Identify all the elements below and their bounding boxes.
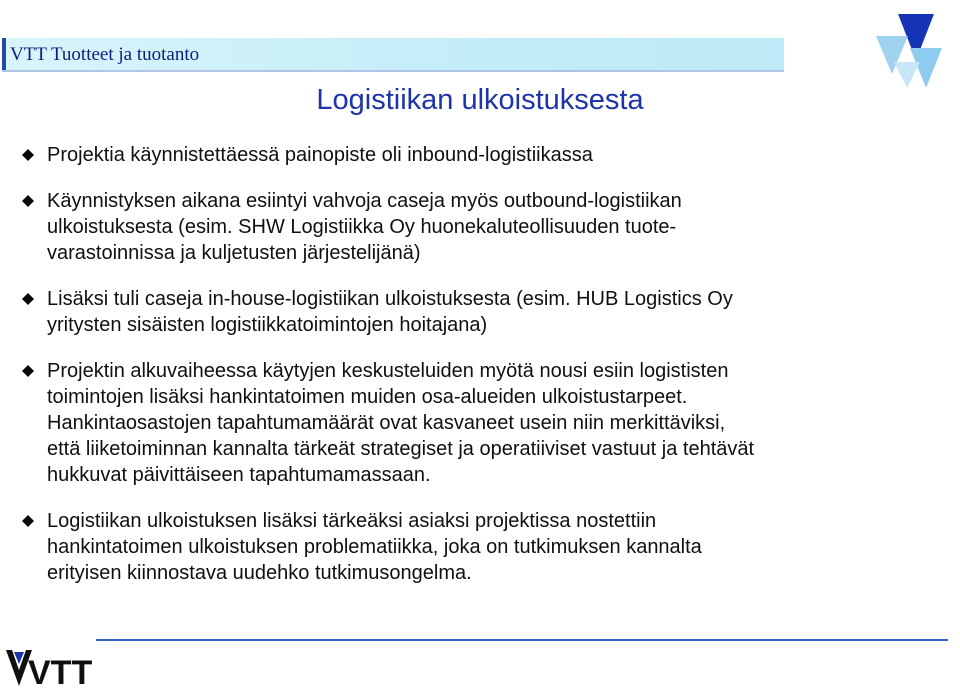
header-accent-bar [2, 38, 6, 70]
bullet-item [20, 286, 945, 338]
diamond-bullet-icon [22, 293, 34, 305]
vtt-wordmark-logo [4, 646, 94, 688]
header-label: VTT Tuotteet ja tuotanto [10, 44, 200, 65]
diamond-bullet-icon [22, 515, 34, 527]
bullet-item [20, 188, 945, 266]
vtt-triangle-logo [868, 6, 948, 90]
vtt-wordmark-text: VTT [28, 654, 93, 688]
bullet-list [20, 142, 945, 606]
diamond-bullet-icon [22, 149, 34, 161]
diamond-bullet-icon [22, 365, 34, 377]
slide-title: Logistiikan ulkoistuksesta [316, 84, 644, 116]
diamond-bullet-icon [22, 195, 34, 207]
bullet-text: Projektia käynnistettäessä painopiste oli inbound-logistiikassa [47, 144, 593, 166]
bullet-item [20, 358, 945, 488]
bullet-text: Projektin alkuvaiheessa käytyjen keskusteluiden myötä nousi esiin logististen toimintojen lisäksi hankintatoimen muiden osa-alueiden ulkoistustarpeet. Hankintaosastojen tapahtumamäärät ovat kasvaneet usein niin merkittäviksi, että liiketoiminnan kannalta tärkeät strategiset ja operatiiviset vastuut ja tehtävät hukkuvat päivittäiseen tapahtumamassaan. [47, 360, 755, 486]
header-divider [2, 70, 784, 72]
bullet-text: Käynnistyksen aikana esiintyi vahvoja caseja myös outbound-logistiikan ulkoistuksesta (esim. SHW Logistiikka Oy huonekaluteollisuuden tuote- varastoinnissa ja kuljetusten järjestelijänä) [47, 190, 682, 264]
bullet-item [20, 142, 945, 168]
footer-divider [96, 639, 948, 641]
bullet-text: Logistiikan ulkoistuksen lisäksi tärkeäksi asiaksi projektissa nostettiin hankintatoimen ulkoistuksen problematiikka, joka on tutkimuksen kannalta erityisen kiinnostava uudehko tutkimusongelma. [47, 510, 702, 584]
bullet-text: Lisäksi tuli caseja in-house-logistiikan ulkoistuksesta (esim. HUB Logistics Oy yritysten sisäisten logistiikkatoimintojen hoitajana) [47, 288, 733, 336]
bullet-item [20, 508, 945, 586]
